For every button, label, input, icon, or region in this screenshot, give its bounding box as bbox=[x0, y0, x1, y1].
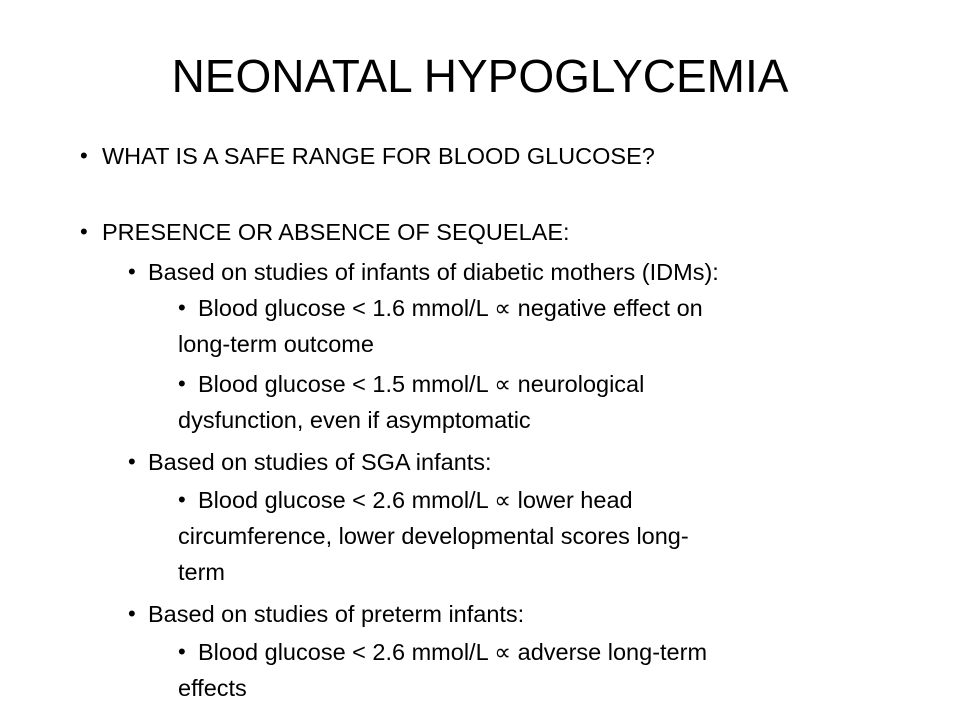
bullet-icon: • bbox=[178, 371, 186, 396]
bullet-idm-1-5 bbox=[178, 366, 645, 402]
bullet-idm-1-6-cont bbox=[178, 326, 374, 362]
bullet-text-line2: effects bbox=[178, 675, 247, 701]
bullet-preterm-studies bbox=[128, 596, 525, 632]
bullet-icon: • bbox=[178, 487, 186, 512]
bullet-text: WHAT IS A SAFE RANGE FOR BLOOD GLUCOSE? bbox=[102, 143, 655, 169]
bullet-text: Based on studies of SGA infants: bbox=[148, 449, 492, 475]
bullet-icon: • bbox=[178, 639, 186, 664]
bullet-idm-1-6 bbox=[178, 290, 703, 326]
bullet-preterm-2-6-cont bbox=[178, 670, 247, 706]
bullet-sga-2-6-cont2 bbox=[178, 554, 225, 590]
bullet-sga-studies bbox=[128, 444, 492, 480]
bullet-sga-2-6 bbox=[178, 482, 633, 518]
bullet-text-line3: term bbox=[178, 559, 225, 585]
bullet-icon: • bbox=[178, 295, 186, 320]
bullet-text-line1: Blood glucose < 2.6 mmol/L ∝ adverse long-term bbox=[198, 639, 708, 665]
bullet-text-line2: dysfunction, even if asymptomatic bbox=[178, 407, 531, 433]
bullet-icon: • bbox=[128, 601, 136, 626]
bullet-text-line1: Blood glucose < 1.6 mmol/L ∝ negative effect on bbox=[198, 295, 703, 321]
bullet-text: Based on studies of infants of diabetic mothers (IDMs): bbox=[148, 259, 719, 285]
bullet-text: Based on studies of preterm infants: bbox=[148, 601, 525, 627]
bullet-sga-2-6-cont bbox=[178, 518, 689, 554]
bullet-text-line2: long-term outcome bbox=[178, 331, 374, 357]
bullet-icon: • bbox=[128, 259, 136, 284]
bullet-text-line2: circumference, lower developmental scores long- bbox=[178, 523, 689, 549]
bullet-idm-studies bbox=[128, 254, 719, 290]
bullet-preterm-2-6 bbox=[178, 634, 708, 670]
bullet-text-line1: Blood glucose < 1.5 mmol/L ∝ neurological bbox=[198, 371, 645, 397]
bullet-icon: • bbox=[80, 219, 88, 244]
bullet-sequelae bbox=[80, 214, 570, 250]
bullet-safe-range bbox=[80, 138, 655, 174]
bullet-text: PRESENCE OR ABSENCE OF SEQUELAE: bbox=[102, 219, 570, 245]
bullet-icon: • bbox=[80, 143, 88, 168]
bullet-icon: • bbox=[128, 449, 136, 474]
bullet-text-line1: Blood glucose < 2.6 mmol/L ∝ lower head bbox=[198, 487, 633, 513]
bullet-idm-1-5-cont bbox=[178, 402, 531, 438]
slide-title: NEONATAL HYPOGLYCEMIA bbox=[171, 50, 789, 102]
